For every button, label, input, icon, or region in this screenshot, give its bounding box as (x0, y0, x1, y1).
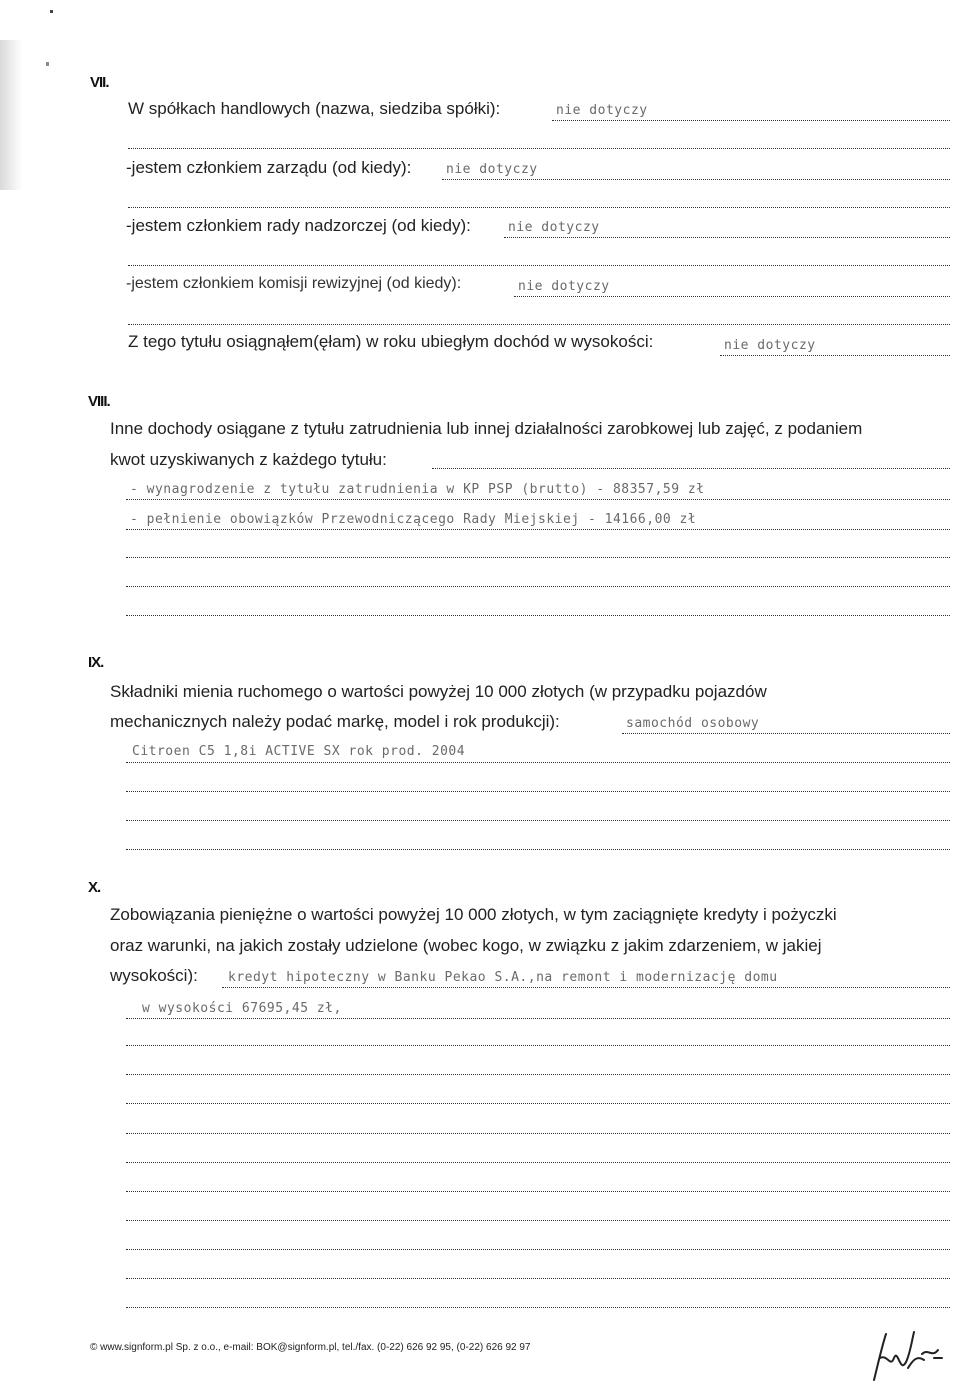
dotted-line (504, 237, 950, 238)
dotted-line (126, 1133, 950, 1134)
movable-property-text: Składniki mienia ruchomego o wartości powyżej 10 000 złotych (w przypadku pojazdów (110, 682, 767, 701)
dotted-line (126, 615, 950, 616)
signature-icon (868, 1328, 948, 1388)
dotted-line (126, 1103, 950, 1104)
dotted-line (126, 1018, 950, 1019)
supervisory-label: -jestem członkiem rady nadzorczej (od kiedy): (126, 216, 471, 235)
dotted-line (126, 762, 950, 763)
liabilities-value: w wysokości 67695,45 zł, (142, 1001, 342, 1016)
dotted-line (126, 499, 950, 500)
dotted-line (126, 1074, 950, 1075)
liabilities-text: oraz warunki, na jakich zostały udzielone (wobec kogo, w związku z jakim zdarzeniem, w jakiej (110, 936, 822, 955)
companies-value: nie dotyczy (556, 103, 648, 118)
income-entry: - pełnienie obowiązków Przewodniczącego Rady Miejskiej - 14166,00 zł (130, 512, 697, 527)
other-income-text: Inne dochody osiągane z tytułu zatrudnienia lub innej działalności zarobkowej lub zajęć, z podaniem (110, 419, 863, 438)
audit-label: -jestem członkiem komisji rewizyjnej (od kiedy): (126, 275, 462, 292)
dotted-line (128, 324, 950, 325)
dotted-line (126, 1162, 950, 1163)
dotted-line (126, 1278, 950, 1279)
income-value: nie dotyczy (724, 338, 816, 353)
dotted-line (126, 1045, 950, 1046)
movable-property-text: mechanicznych należy podać markę, model i rok produkcji): (110, 712, 560, 731)
dotted-line (126, 586, 950, 587)
dotted-line (720, 355, 950, 356)
section-number: VIII. (88, 393, 110, 410)
other-income-text: kwot uzyskiwanych z każdego tytułu: (110, 450, 387, 469)
movable-property-value: samochód osobowy (626, 716, 760, 731)
dotted-line (126, 557, 950, 558)
dotted-line (126, 1249, 950, 1250)
supervisory-value: nie dotyczy (508, 220, 600, 235)
dotted-line (442, 179, 950, 180)
scan-speck (46, 62, 49, 66)
scan-speck (50, 10, 53, 13)
dotted-line (514, 296, 950, 297)
dotted-line (128, 207, 950, 208)
liabilities-text: Zobowiązania pieniężne o wartości powyżej 10 000 złotych, w tym zaciągnięte kredyty i pożyczki (110, 905, 837, 924)
audit-value: nie dotyczy (518, 279, 610, 294)
companies-label: W spółkach handlowych (nazwa, siedziba spółki): (128, 99, 501, 118)
dotted-line (222, 987, 950, 988)
dotted-line (128, 148, 950, 149)
section-number: VII. (90, 74, 109, 91)
dotted-line (128, 265, 950, 266)
dotted-line (126, 849, 950, 850)
section-number: X. (88, 879, 101, 896)
income-label: Z tego tytułu osiągnąłem(ęłam) w roku ubiegłym dochód w wysokości: (128, 332, 654, 351)
income-entry: - wynagrodzenie z tytułu zatrudnienia w KP PSP (brutto) - 88357,59 zł (130, 482, 705, 497)
dotted-line (126, 529, 950, 530)
liabilities-value: kredyt hipoteczny w Banku Pekao S.A.,na remont i modernizację domu (228, 970, 778, 985)
dotted-line (126, 791, 950, 792)
liabilities-text: wysokości): (110, 966, 198, 985)
dotted-line (126, 1191, 950, 1192)
dotted-line (126, 1220, 950, 1221)
board-label: -jestem członkiem zarządu (od kiedy): (126, 158, 412, 177)
movable-property-value: Citroen C5 1,8i ACTIVE SX rok prod. 2004 (132, 744, 466, 759)
dotted-line (622, 733, 950, 734)
dotted-line (432, 468, 950, 469)
dotted-line (552, 120, 950, 121)
section-number: IX. (88, 654, 104, 671)
dotted-line (126, 1307, 950, 1308)
dotted-line (126, 820, 950, 821)
board-value: nie dotyczy (446, 162, 538, 177)
scan-edge-shadow (0, 40, 22, 190)
footer-contact: © www.signform.pl Sp. z o.o., e-mail: BOK@signform.pl, tel./fax. (0-22) 626 92 95, (0-22) 626 92 97 (90, 1342, 531, 1353)
